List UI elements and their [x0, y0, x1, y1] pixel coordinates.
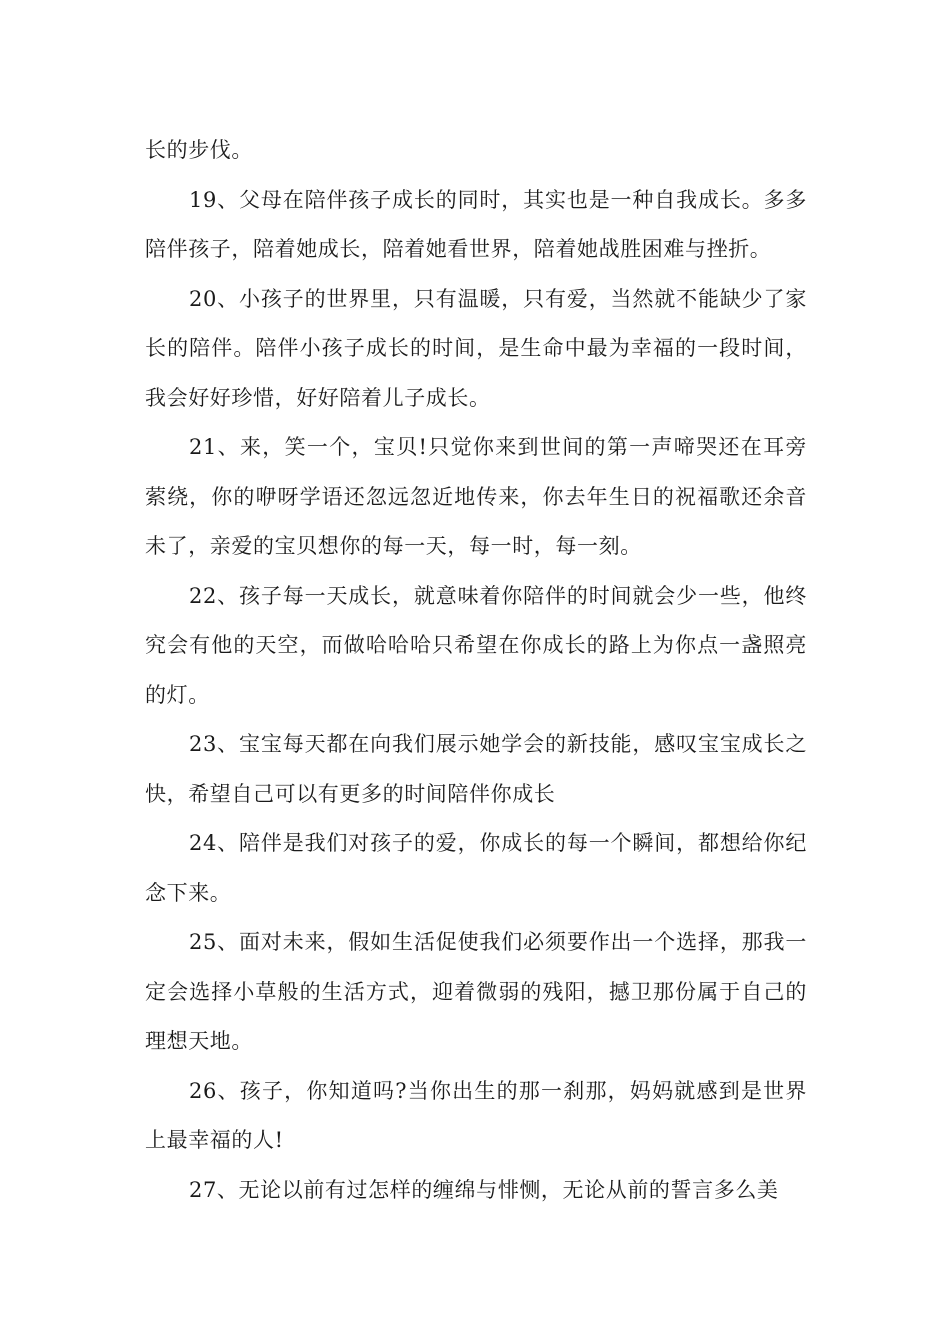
paragraph-25: 25、面对未来，假如生活促使我们必须要作出一个选择，那我一定会选择小草般的生活方式，迎着微弱的残阳，撼卫那份属于自己的理想天地。: [145, 930, 807, 1053]
paragraph-27: 27、无论以前有过怎样的缠绵与悱恻，无论从前的誓言多么美: [189, 1177, 779, 1202]
paragraph-24: 24、陪伴是我们对孩子的爱，你成长的每一个瞬间，都想给你纪念下来。: [145, 831, 807, 905]
paragraph-19: 19、父母在陪伴孩子成长的同时，其实也是一种自我成长。多多陪伴孩子，陪着她成长，陪着她看世界，陪着她战胜困难与挫折。: [145, 187, 807, 261]
paragraph-23: 23、宝宝每天都在向我们展示她学会的新技能，感叹宝宝成长之快，希望自己可以有更多的时间陪伴你成长: [145, 732, 807, 806]
document-body: [145, 126, 807, 1215]
paragraph-21: 21、来，笑一个，宝贝!只觉你来到世间的第一声啼哭还在耳旁萦绕，你的咿呀学语还忽远忽近地传来，你去年生日的祝福歌还余音未了，亲爱的宝贝想你的每一天，每一时，每一刻。: [145, 435, 807, 558]
paragraph-22: 22、孩子每一天成长，就意味着你陪伴的时间就会少一些，他终究会有他的天空，而做哈哈哈只希望在你成长的路上为你点一盏照亮的灯。: [145, 583, 807, 707]
paragraph-20: 20、小孩子的世界里，只有温暖，只有爱，当然就不能缺少了家长的陪伴。陪伴小孩子成长的时间，是生命中最为幸福的一段时间，我会好好珍惜，好好陪着儿子成长。: [145, 286, 807, 410]
paragraph-26: 26、孩子，你知道吗?当你出生的那一刹那，妈妈就感到是世界上最幸福的人!: [145, 1078, 807, 1152]
paragraph-continuation: 长的步伐。: [145, 138, 253, 162]
